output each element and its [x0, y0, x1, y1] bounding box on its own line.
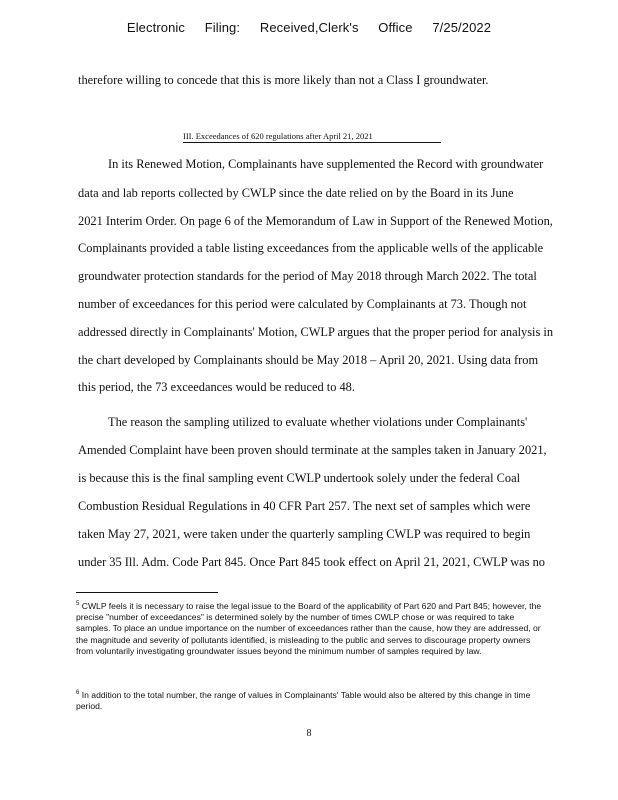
- footnote-5-text: CWLP feels it is necessary to raise the legal issue to the Board of the applicability of Part 620 and Part 845; however, the precise "number of exceedances" is determined solely by the number of times CWLP chose or was required to take samples. To place an undue importance on the number of exceedances rather than the cause, how they are addressed, or the magnitude and severity of pollutants identified, is misleading to the public and serves to discourage property owners from voluntarily investigating groundwater issues beyond the minimum number of samples required by law.: [76, 600, 542, 657]
- paragraph-2-line-3: is because this is the final sampling event CWLP undertook solely under the federal Coal: [78, 471, 521, 485]
- paragraph-1-line-7: addressed directly in Complainants' Motion, CWLP argues that the proper period for analysis in: [78, 325, 554, 339]
- page-number: 8: [306, 728, 312, 739]
- footnote-6-mark: 6: [76, 690, 80, 696]
- footnote-5: [76, 599, 546, 657]
- paragraph-1-line-9: this period, the 73 exceedances would be reduced to 48.: [78, 380, 355, 394]
- paragraph-1-line-6: number of exceedances for this period were calculated by Complainants at 73. Though not: [78, 297, 527, 311]
- header-office: Office: [378, 20, 413, 35]
- header-date: 7/25/2022: [432, 20, 492, 35]
- paragraph-1-line-4: Complainants provided a table listing exceedances from the applicable wells of the applicable: [78, 241, 544, 255]
- paragraph-1-line-2: data and lab reports collected by CWLP since the date relied on by the Board in its June: [78, 186, 514, 200]
- paragraph-2-line-2: Amended Complaint have been proven should terminate at the samples taken in January 2021,: [78, 443, 547, 457]
- paragraph-1-line-8: the chart developed by Complainants should be May 2018 – April 20, 2021. Using data from: [78, 353, 539, 367]
- continued-text-line: therefore willing to concede that this is more likely than not a Class I groundwater.: [78, 73, 489, 87]
- filing-header: [0, 20, 618, 35]
- paragraph-2-line-1: The reason the sampling utilized to evaluate whether violations under Complainants': [108, 415, 528, 429]
- section-heading: III. Exceedances of 620 regulations after April 21, 2021: [183, 131, 441, 143]
- paragraph-2-line-5: taken May 27, 2021, were taken under the quarterly sampling CWLP was required to begin: [78, 527, 531, 541]
- header-received: Received,Clerk's: [259, 20, 359, 35]
- paragraph-1-line-1: In its Renewed Motion, Complainants have supplemented the Record with groundwater: [108, 157, 544, 171]
- footnote-6: [76, 688, 546, 712]
- footnote-divider: [76, 592, 218, 593]
- header-filing: Filing:: [204, 20, 241, 35]
- paragraph-1-line-5: groundwater protection standards for the period of May 2018 through March 2022. The total: [78, 269, 537, 283]
- footnote-6-text: In addition to the total number, the range of values in Complainants' Table would also be altered by this change in time period.: [76, 689, 531, 712]
- footnote-5-mark: 5: [76, 601, 80, 607]
- paragraph-1-line-3: 2021 Interim Order. On page 6 of the Memorandum of Law in Support of the Renewed Motion,: [78, 214, 553, 228]
- header-electronic: Electronic: [126, 20, 185, 35]
- paragraph-2-line-6: under 35 Ill. Adm. Code Part 845. Once Part 845 took effect on April 21, 2021, CWLP was no: [78, 555, 545, 569]
- paragraph-2-line-4: Combustion Residual Regulations in 40 CFR Part 257. The next set of samples which were: [78, 499, 531, 513]
